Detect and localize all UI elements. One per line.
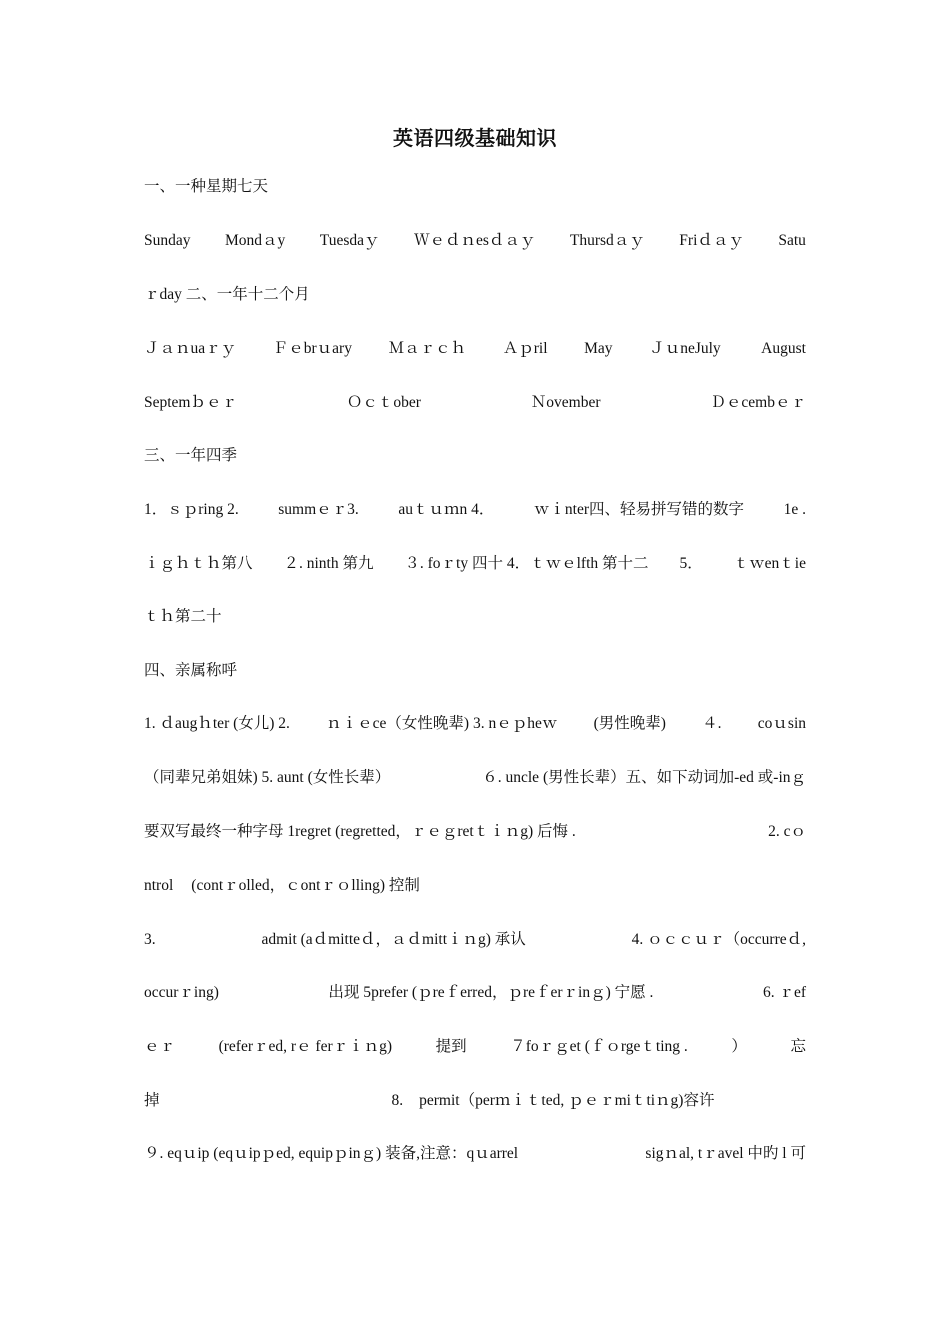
text-line [144,875,806,897]
text-segment: ） [731,1038,747,1055]
text-segment: Satu [778,232,806,249]
text-segment: permit（perｍｉｔted, ｐｅｒmiｔtiｎg)容许 [419,1092,715,1109]
text-segment: ９. eqｕip (eqｕipｐed, equipｐinｇ) 装备‫注意：qｕarrel, [144,1145,519,1162]
text-segment: 2. cｏ [768,823,806,840]
document-title: 英语四级基础知识 [393,128,557,150]
text-segment: ｗｉnter‫四、轻易拼写错的数字 [533,501,745,518]
text-line [144,445,806,467]
text-segment: 忘 [790,1038,806,1055]
text-segment: auｔｕｍn 4． [398,501,495,518]
text-segment: ６. uncle (男性长辈）‫五、如下动词加-ed 或-inｇ [482,769,806,786]
text-segment: 三、一年四季 [144,447,238,464]
text-segment: coｕsin [757,715,806,732]
text-segment: Ｆｅbrｕary [272,340,352,357]
text-line [144,284,806,306]
text-segment: ｔｈ第二十 [144,608,222,625]
text-line [144,1036,806,1058]
text-segment: Sunday [144,232,191,249]
text-segment: ｎｉｅce（女性晚辈) 3. nｅｐheｗ [326,715,558,732]
text-line [144,230,806,252]
text-line [144,713,806,735]
text-segment: 要双写最终一种字母 1‫. regret (regretted，ｒｅｇretｔｉｎg) 后悔 [144,823,576,840]
text-segment: ４. [702,715,722,732]
text-segment: Septemｂｅｒ [144,394,237,411]
text-segment: 4. ｏｃｃｕｒ（occurreｄ, [631,931,806,948]
text-segment: August [761,340,806,357]
text-segment: admit (aｄmitteｄ，ａｄmittｉｎg) 承认 [261,931,526,948]
text-segment: 出现 5‫. prefer (ｐreｆerred，ｐreｆerｒinｇ) 宁愿 [328,984,654,1001]
text-line [144,606,806,628]
text-segment: 3. [144,931,156,948]
text-segment: 5． [679,555,703,572]
text-segment: Friｄａｙ [679,232,744,249]
text-segment: ｅｒ [144,1038,176,1055]
text-segment: (contｒolled，ｃontｒｏlling) 控制 [191,877,420,894]
text-segment: May [584,340,613,357]
text-segment: ７‫. foｒｇet (ｆｏrgeｔting [510,1038,688,1055]
text-segment: ３. foｒty 四十 4．ｔｗｅlfth 第十二 [404,555,649,572]
text-line [144,821,806,843]
text-segment: ２. ninth 第九 [283,555,374,572]
text-segment: summｅｒ3. [278,501,359,518]
text-segment: 掉 [144,1092,160,1109]
text-line [144,392,806,414]
text-line [144,1090,806,1112]
text-segment: (referｒed, rｅ ferｒｉｎg) [218,1038,393,1055]
text-line [144,499,806,521]
text-segment: Ｗｅｄｎesｄａｙ [413,232,536,249]
text-segment: occurｒing) [144,984,219,1001]
text-segment: 1．ｓｐring 2. [144,501,239,518]
text-line [144,929,806,951]
text-segment: Ｎovember [530,394,601,411]
text-segment: 1. ｄaugｈter (女儿) 2. [144,715,290,732]
text-segment: Ｍａｒｃｈ [388,340,467,357]
text-line [144,553,806,575]
text-line [144,767,806,789]
text-segment: Tuesdaｙ [319,232,380,249]
text-segment: Ａｐril [502,340,548,357]
text-segment: (男性晚辈) [593,715,666,732]
text-segment: （同辈兄弟姐妹) 5. aunt (女性长辈） [144,769,391,786]
text-segment: 8. [391,1092,404,1109]
text-segment: ｔｗenｔie [733,555,806,572]
text-line [144,338,806,360]
text-segment: 一、一种星期七天 [144,178,269,195]
text-segment: Ｊｕne‫ July [649,340,725,357]
text-segment: 1‫. e [783,501,806,518]
text-segment: sigｎal, tｒavel 中旳 l 可 [645,1145,806,1162]
text-segment: Mondａy [224,232,286,249]
text-segment: Ｏｃｔober [346,394,421,411]
text-segment: Thursdａｙ [569,232,645,249]
text-segment: Ｊａｎuaｒｙ [144,340,237,357]
text-segment: 提到 [435,1038,467,1055]
text-line [144,660,806,682]
text-segment: ntrol [144,877,174,894]
text-line [144,176,806,198]
text-line [144,1143,806,1165]
text-segment: ｉｇｈｔｈ第八 [144,555,253,572]
text-segment: ｒday ‫二、一年十二个月 [144,286,310,303]
text-segment: Ｄｅcembｅｒ [710,394,806,411]
text-line [144,982,806,1004]
text-segment: 6. ｒef [762,984,806,1001]
text-segment: 四、亲属称呼 [144,662,238,679]
